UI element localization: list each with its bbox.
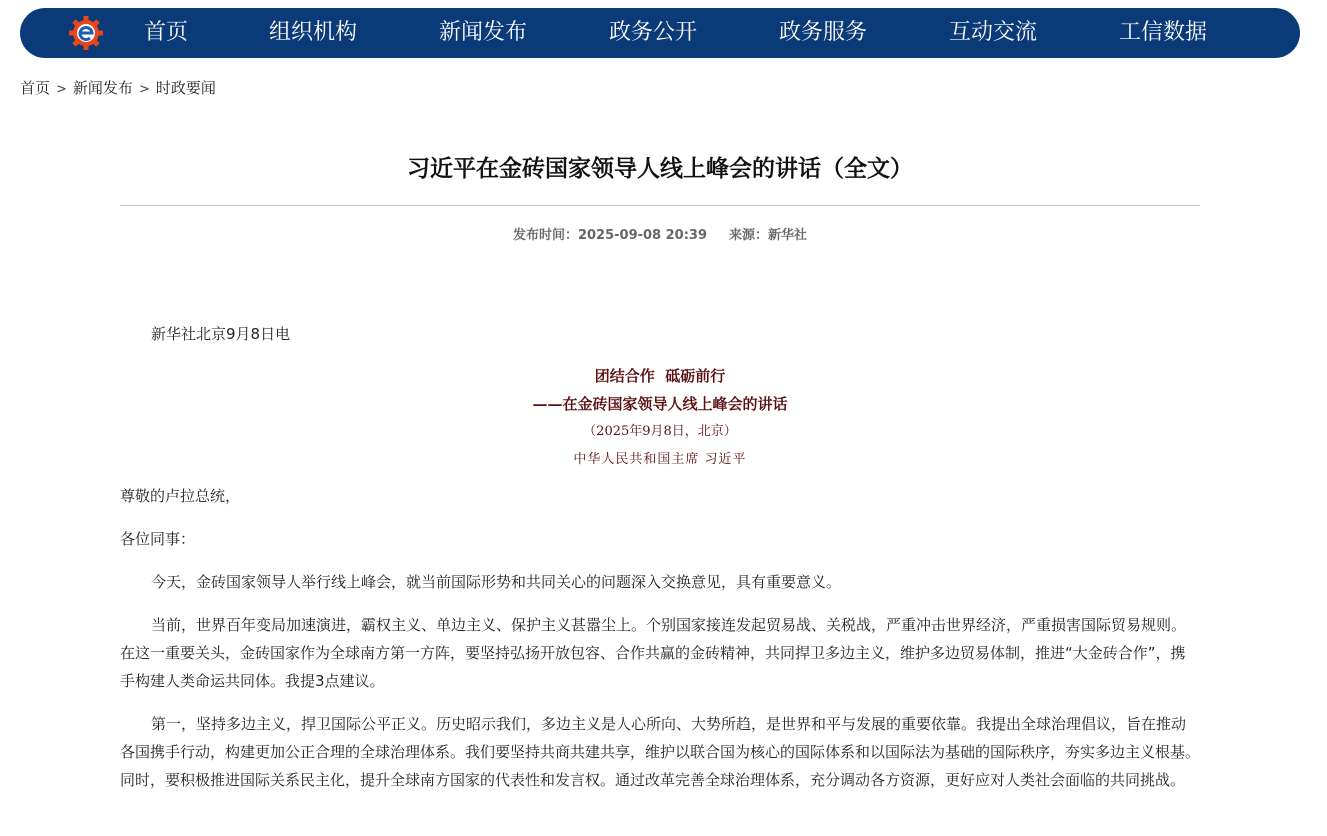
breadcrumb-current-page[interactable]: 时政要闻 xyxy=(155,79,216,97)
breadcrumb-separator: > xyxy=(138,82,150,97)
paragraph: 第一，坚持多边主义，捍卫国际公平正义。历史昭示我们，多边主义是人心所向、大势所趋，是世界和平与发展的重要依靠。我提出全球治理倡议，旨在推动各国携手行动，构建更加公正合理的全球治理体系。我们要坚持共商共建共享，维护以联合国为核心的国际体系和以国际法为基础的国际秩序，夯实多边主义根基。同时，要积极推进国际关系民主化，提升全球南方国家的代表性和发言权。通过改革完善全球治理体系，充分调动各方资源，更好应对人类社会面临的共同挑战。 xyxy=(120,715,1201,789)
article-title: 习近平在金砖国家领导人线上峰会的讲话（全文） xyxy=(407,156,913,182)
speech-date: （2025年9月8日，北京） xyxy=(583,424,737,439)
paragraph: 当前，世界百年变局加速演进，霸权主义、单边主义、保护主义甚嚣尘上。个别国家接连发起贸易战、关税战，严重冲击世界经济，严重损害国际贸易规则。在这一重要关头，金砖国家作为全球南方第一方阵，要坚持弘扬开放包容、合作共赢的金砖精神，共同捍卫多边主义，维护多边贸易体制，推进“大金砖合作”，携手构建人类命运共同体。我提3点建议。 xyxy=(120,616,1187,690)
speech-title-line2: ——在金砖国家领导人线上峰会的讲话 xyxy=(532,395,788,413)
article-meta xyxy=(120,224,1200,243)
salutation: 各位同事： xyxy=(120,530,196,548)
main-nav-bar xyxy=(20,8,1300,58)
nav-item-news[interactable]: 新闻发布 xyxy=(439,20,528,45)
nav-item-government-affairs[interactable]: 政务公开 xyxy=(609,20,698,45)
nav-item-industry-data[interactable]: 工信数据 xyxy=(1119,20,1208,45)
published-time: 2025-09-08 20:39 xyxy=(577,228,708,243)
gear-e-logo-icon[interactable] xyxy=(68,16,104,50)
speech-author: 中华人民共和国主席 习近平 xyxy=(573,452,747,467)
source-name: 新华社 xyxy=(768,228,808,243)
published-label: 发布时间： xyxy=(512,228,578,243)
breadcrumb-home-link[interactable]: 首页 xyxy=(20,79,51,97)
breadcrumb-separator: > xyxy=(56,82,67,97)
nav-item-interaction[interactable]: 互动交流 xyxy=(949,20,1038,45)
dateline: 新华社北京9月8日电 xyxy=(151,325,291,343)
breadcrumb xyxy=(20,78,216,98)
nav-item-organization[interactable]: 组织机构 xyxy=(269,20,358,45)
title-divider xyxy=(120,205,1200,206)
source-label: 来源： xyxy=(729,228,769,243)
paragraph: 今天，金砖国家领导人举行线上峰会，就当前国际形势和共同关心的问题深入交换意见，具有重要意义。 xyxy=(151,573,842,591)
speech-title-line1: 团结合作 砥砺前行 xyxy=(594,367,726,385)
nav-item-government-services[interactable]: 政务服务 xyxy=(779,20,868,45)
breadcrumb-news-link[interactable]: 新闻发布 xyxy=(72,79,133,97)
nav-item-home[interactable]: 首页 xyxy=(144,20,189,45)
salutation: 尊敬的卢拉总统， xyxy=(120,487,241,505)
article-body xyxy=(120,320,1200,809)
